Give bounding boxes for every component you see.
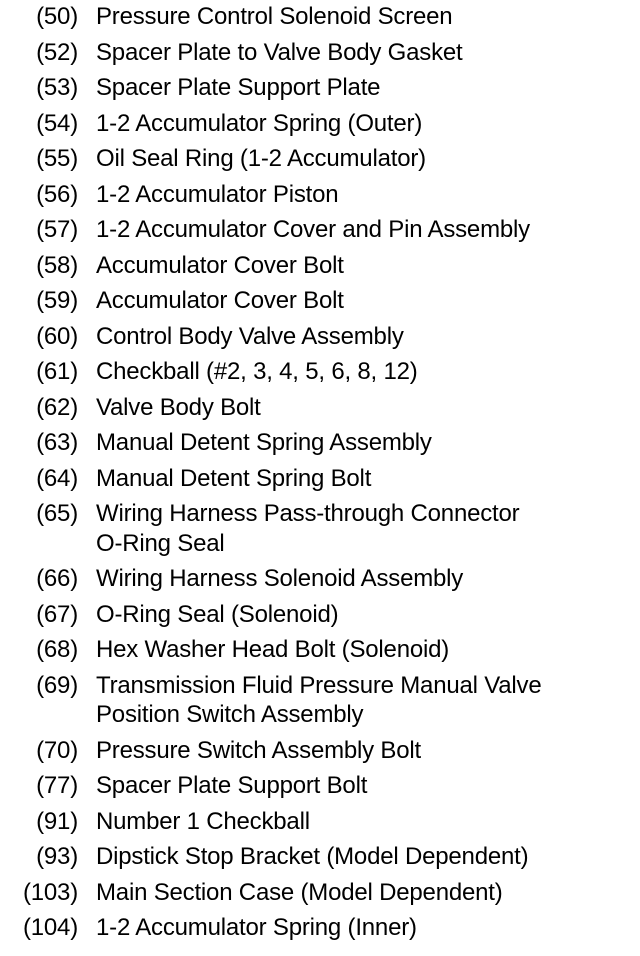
part-description: O-Ring Seal (Solenoid) <box>96 600 339 628</box>
part-description: Oil Seal Ring (1-2 Accumulator) <box>96 145 426 172</box>
list-item <box>0 564 640 594</box>
part-number: (63) <box>36 429 78 456</box>
part-description: Hex Washer Head Bolt (Solenoid) <box>96 636 450 663</box>
part-description: Accumulator Cover Bolt <box>96 287 344 314</box>
list-item <box>0 600 640 630</box>
part-description: Manual Detent Spring Assembly <box>96 429 432 456</box>
part-number: (54) <box>36 109 78 137</box>
list-item <box>0 878 640 908</box>
list-item <box>0 393 640 423</box>
part-description: 1-2 Accumulator Piston <box>96 180 339 208</box>
list-item <box>0 671 640 730</box>
part-number: (67) <box>36 600 78 628</box>
part-number: (62) <box>36 393 78 421</box>
part-number: (104) <box>22 914 78 941</box>
part-number: (56) <box>36 180 78 208</box>
part-description: 1-2 Accumulator Spring (Inner) <box>96 914 417 941</box>
part-number: (91) <box>36 807 78 835</box>
part-number: (68) <box>36 636 78 663</box>
part-number: (55) <box>36 145 78 172</box>
part-number: (59) <box>36 287 78 314</box>
list-item <box>0 736 640 766</box>
list-item <box>0 807 640 837</box>
part-number: (103) <box>22 878 78 906</box>
list-item <box>0 180 640 210</box>
part-number: (58) <box>36 251 78 279</box>
part-description: Spacer Plate to Valve Body Gasket <box>96 38 463 66</box>
list-item <box>0 73 640 103</box>
part-number: (52) <box>36 38 78 66</box>
part-number: (77) <box>36 772 78 799</box>
list-item <box>0 322 640 352</box>
part-description: Wiring Harness Pass-through Connector O-Ring Seal <box>96 500 520 557</box>
list-item <box>0 842 640 872</box>
list-item <box>0 286 640 316</box>
list-item <box>0 499 640 558</box>
list-item <box>0 771 640 801</box>
part-description: Main Section Case (Model Dependent) <box>96 878 503 906</box>
list-item <box>0 464 640 494</box>
part-number: (53) <box>36 74 78 101</box>
part-description: Pressure Switch Assembly Bolt <box>96 736 421 764</box>
part-number: (57) <box>36 216 78 243</box>
list-item <box>0 251 640 281</box>
part-description: 1-2 Accumulator Cover and Pin Assembly <box>96 216 530 243</box>
part-description: Number 1 Checkball <box>96 807 310 835</box>
part-description: Valve Body Bolt <box>96 393 261 421</box>
part-number: (93) <box>36 843 78 870</box>
part-description: Checkball (#2, 3, 4, 5, 6, 8, 12) <box>96 358 418 385</box>
part-description: Accumulator Cover Bolt <box>96 251 344 279</box>
list-item <box>0 357 640 387</box>
part-number: (70) <box>36 736 78 764</box>
list-item <box>0 635 640 665</box>
part-number: (61) <box>36 358 78 385</box>
part-description: Control Body Valve Assembly <box>96 322 404 350</box>
part-description: Manual Detent Spring Bolt <box>96 464 372 492</box>
list-item <box>0 2 640 32</box>
list-item <box>0 38 640 68</box>
part-description: Pressure Control Solenoid Screen <box>96 3 453 30</box>
part-description: Spacer Plate Support Plate <box>96 74 381 101</box>
parts-list <box>0 2 640 949</box>
part-description: Wiring Harness Solenoid Assembly <box>96 565 464 592</box>
part-number: (69) <box>36 671 78 699</box>
part-description: Dipstick Stop Bracket (Model Dependent) <box>96 843 529 870</box>
part-number: (65) <box>36 500 78 527</box>
list-item <box>0 215 640 245</box>
part-description: 1-2 Accumulator Spring (Outer) <box>96 109 423 137</box>
list-item <box>0 428 640 458</box>
part-number: (64) <box>36 464 78 492</box>
part-description: Transmission Fluid Pressure Manual Valve Position Switch Assembly <box>96 671 542 728</box>
part-number: (60) <box>36 322 78 350</box>
list-item <box>0 144 640 174</box>
list-item <box>0 109 640 139</box>
part-number: (50) <box>36 3 78 30</box>
list-item <box>0 913 640 943</box>
part-description: Spacer Plate Support Bolt <box>96 772 368 799</box>
part-number: (66) <box>36 565 78 592</box>
